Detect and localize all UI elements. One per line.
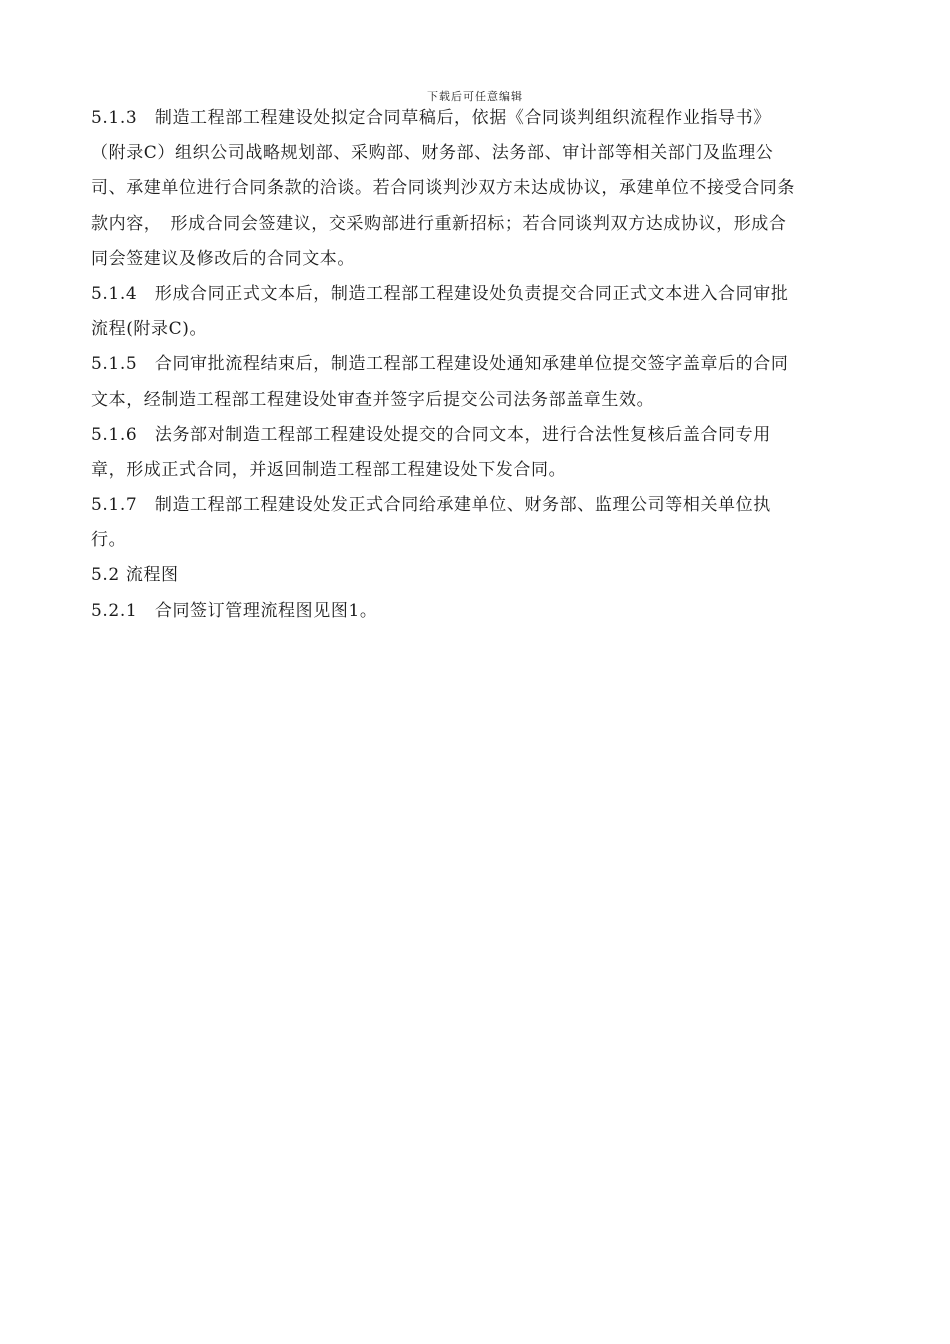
text-line: 同会签建议及修改后的合同文本。 — [91, 248, 355, 269]
text-line: 章，形成正式合同，并返回制造工程部工程建设处下发合同。 — [91, 459, 567, 480]
text-line: 5.1.3 制造工程部工程建设处拟定合同草稿后，依据《合同谈判组织流程作业指导书》 — [91, 108, 771, 128]
text-line: 行。 — [91, 530, 127, 551]
text-line: 5.1.5 合同审批流程结束后，制造工程部工程建设处通知承建单位提交签字盖章后的合同 — [91, 354, 789, 375]
text-line: 5.1.4 形成合同正式文本后，制造工程部工程建设处负责提交合同正式文本进入合同审批 — [91, 283, 789, 304]
text-line: 5.1.6 法务部对制造工程部工程建设处提交的合同文本，进行合法性复核后盖合同专用 — [91, 424, 771, 445]
text-line: 5.2.1 合同签订管理流程图见图1。 — [91, 600, 378, 621]
text-line: （附录C）组织公司战略规划部、采购部、财务部、法务部、审计部等相关部门及监理公 — [91, 143, 774, 164]
text-line: 流程(附录C)。 — [91, 319, 208, 340]
section-heading: 5.2 流程图 — [91, 565, 179, 586]
text-line: 文本，经制造工程部工程建设处审查并签字后提交公司法务部盖章生效。 — [91, 389, 655, 410]
text-line: 司、承建单位进行合同条款的洽谈。若合同谈判沙双方未达成协议，承建单位不接受合同条 — [91, 178, 795, 199]
document-body — [91, 101, 866, 629]
page-header-note: 下载后可任意编辑 — [427, 90, 523, 103]
text-line: 款内容， 形成合同会签建议，交采购部进行重新招标；若合同谈判双方达成协议，形成合 — [91, 213, 787, 234]
text-line: 5.1.7 制造工程部工程建设处发正式合同给承建单位、财务部、监理公司等相关单位执 — [91, 495, 771, 516]
